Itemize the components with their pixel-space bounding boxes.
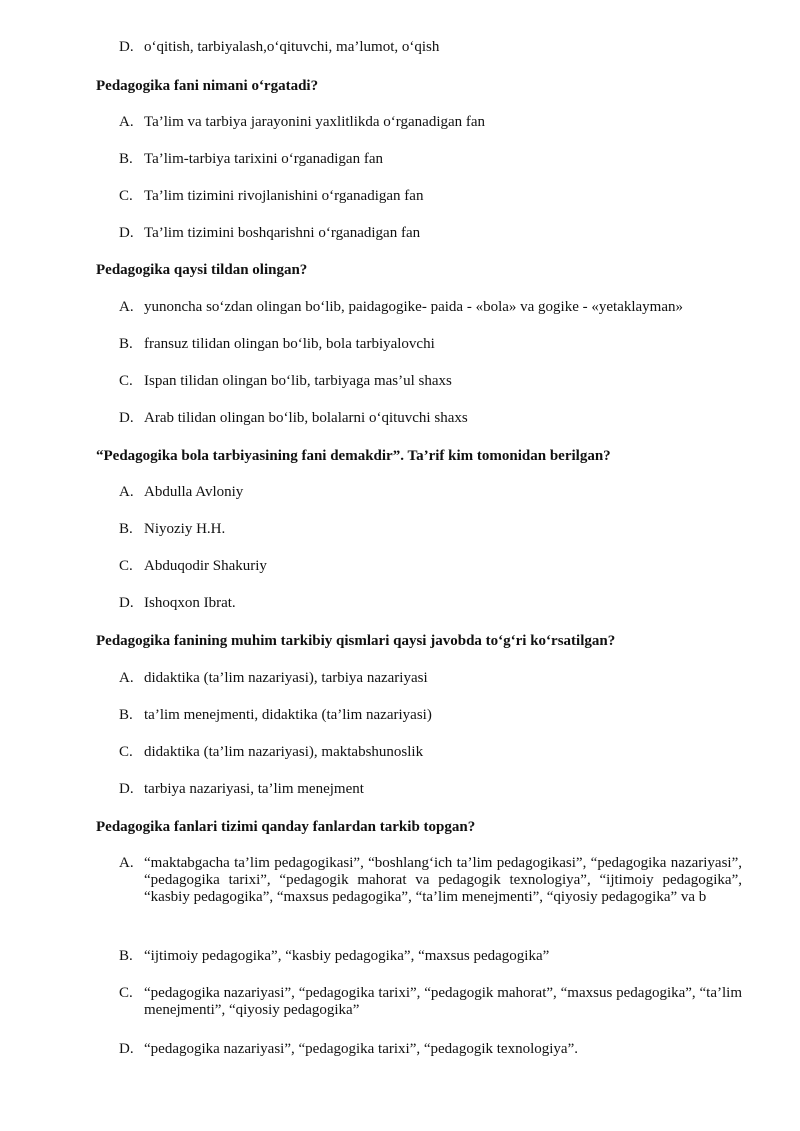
q5-option-c [119, 985, 742, 1019]
option-text: Ta’lim tizimini rivojlanishini o‘rganadigan fan [144, 188, 424, 204]
option-letter: D. [119, 595, 134, 611]
q3-option-d [119, 595, 742, 612]
option-text: Ishoqxon Ibrat. [144, 595, 236, 611]
question-5: Pedagogika fanlari tizimi qanday fanlardan tarkib topgan? [96, 819, 476, 835]
option-text: Ta’lim tizimini boshqarishni o‘rganadigan fan [144, 225, 421, 241]
question-3: “Pedagogika bola tarbiyasining fani demakdir”. Ta’rif kim tomonidan berilgan? [96, 448, 611, 464]
q2-option-c [119, 373, 742, 390]
option-text: didaktika (ta’lim nazariyasi), tarbiya nazariyasi [144, 670, 428, 686]
option-text: Abdulla Avloniy [144, 484, 244, 500]
option-letter: B. [119, 336, 133, 352]
option-letter: C. [119, 558, 133, 574]
option-letter: A. [119, 670, 134, 686]
option-letter: C. [119, 985, 133, 1001]
option-letter: C. [119, 373, 133, 389]
q3-option-c [119, 558, 742, 575]
option-text: “ijtimoiy pedagogika”, “kasbiy pedagogika”, “maxsus pedagogika” [144, 948, 550, 964]
q2-option-b [119, 336, 742, 353]
option-text: “pedagogika nazariyasi”, “pedagogika tarixi”, “pedagogik texnologiya”. [144, 1041, 578, 1057]
q3-option-b [119, 521, 742, 538]
question-2: Pedagogika qaysi tildan olingan? [96, 262, 308, 278]
option-letter: D. [119, 39, 134, 55]
q4-option-c [119, 744, 742, 761]
option-letter: B. [119, 151, 133, 167]
option-d-continued [119, 39, 742, 56]
option-letter: A. [119, 114, 134, 130]
question-4: Pedagogika fanining muhim tarkibiy qismlari qaysi javobda to‘g‘ri ko‘rsatilgan? [96, 633, 616, 649]
option-letter: B. [119, 521, 133, 537]
q1-option-a [119, 114, 742, 131]
option-letter: D. [119, 410, 134, 426]
q1-option-d [119, 225, 742, 242]
option-text: Abduqodir Shakuriy [144, 558, 267, 574]
q2-option-d [119, 410, 742, 427]
option-text: “pedagogika nazariyasi”, “pedagogika tarixi”, “pedagogik mahorat”, “maxsus pedagogika”, “ta’lim menejmenti”, “qiyosiy pedagogika” [144, 985, 742, 1018]
option-letter: C. [119, 744, 133, 760]
q5-option-d [119, 1041, 742, 1058]
option-text: Ta’lim va tarbiya jarayonini yaxlitlikda o‘rganadigan fan [144, 114, 486, 130]
option-text: tarbiya nazariyasi, ta’lim menejment [144, 781, 364, 797]
option-text: Ta’lim-tarbiya tarixini o‘rganadigan fan [144, 151, 383, 167]
option-letter: B. [119, 707, 133, 723]
option-text: Arab tilidan olingan bo‘lib, bolalarni o‘qituvchi shaxs [144, 410, 468, 426]
q4-option-d [119, 781, 742, 798]
q3-option-a [119, 484, 742, 501]
q4-option-b [119, 707, 742, 724]
option-text: Ispan tilidan olingan bo‘lib, tarbiyaga mas’ul shaxs [144, 373, 452, 389]
q2-option-a [119, 299, 742, 316]
q5-option-a [119, 855, 742, 906]
q1-option-c [119, 188, 742, 205]
option-letter: D. [119, 225, 134, 241]
question-1: Pedagogika fani nimani o‘rgatadi? [96, 78, 319, 94]
option-text: ta’lim menejmenti, didaktika (ta’lim nazariyasi) [144, 707, 432, 723]
option-letter: A. [119, 484, 134, 500]
option-letter: D. [119, 1041, 134, 1057]
option-letter: A. [119, 855, 134, 871]
option-letter: A. [119, 299, 134, 315]
q4-option-a [119, 670, 742, 687]
option-letter: B. [119, 948, 133, 964]
option-text: o‘qitish, tarbiyalash,o‘qituvchi, ma’lumot, o‘qish [144, 39, 440, 55]
option-letter: C. [119, 188, 133, 204]
option-text: yunoncha so‘zdan olingan bo‘lib, paidagogike- paida - «bola» va gogike - «yetaklayman» [144, 299, 684, 315]
option-text: didaktika (ta’lim nazariyasi), maktabshunoslik [144, 744, 424, 760]
q5-option-b [119, 948, 742, 965]
option-text: fransuz tilidan olingan bo‘lib, bola tarbiyalovchi [144, 336, 435, 352]
option-text: Niyoziy H.H. [144, 521, 226, 537]
option-text: “maktabgacha ta’lim pedagogikasi”, “boshlang‘ich ta’lim pedagogikasi”, “pedagogika nazariyasi”, “pedagogika tarixi”, “pedagogik mahorat va pedagogik texnologiya”, “ijtimoiy pedagogika”, “kasbiy pedagogika”, “maxsus pedagogika”, “ta’lim menejmenti”, “qiyosiy pedagogika” va b [144, 855, 742, 905]
option-letter: D. [119, 781, 134, 797]
q1-option-b [119, 151, 742, 168]
